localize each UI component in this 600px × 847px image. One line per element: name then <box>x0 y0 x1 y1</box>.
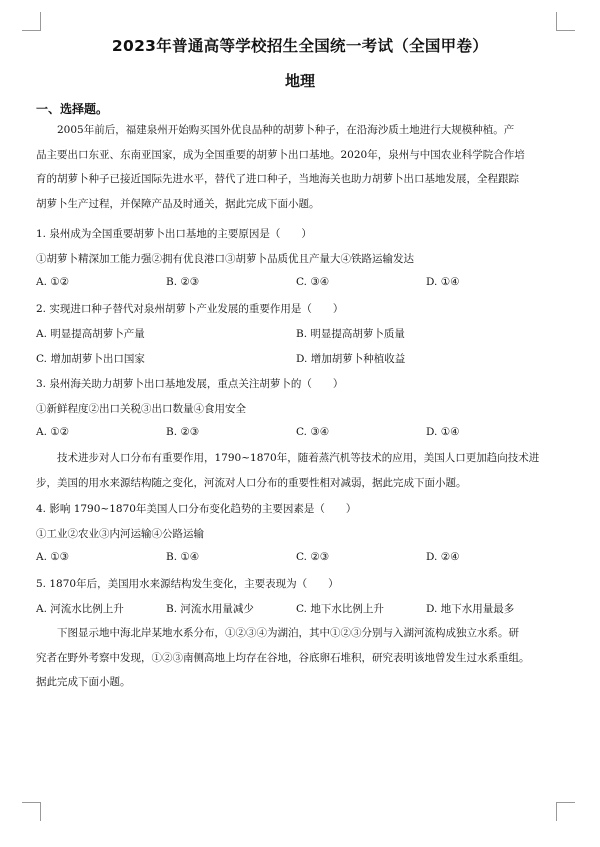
question-1-stem: 1. 泉州成为全国重要胡萝卜出口基地的主要原因是（ ） <box>36 228 312 240</box>
question-2-options-row2 <box>36 351 564 365</box>
question-3-options <box>36 426 564 440</box>
option-d[interactable]: D. 地下水用量最多 <box>426 603 515 615</box>
corner-mark-bottom-left <box>22 802 41 821</box>
question-5-stem: 5. 1870年后，美国用水来源结构发生变化，主要表现为（ ） <box>36 578 339 590</box>
passage-line: 胡萝卜生产过程，并保障产品及时通关，据此完成下面小题。 <box>36 197 320 210</box>
option-a[interactable]: A. ①② <box>36 426 70 438</box>
passage-line: 品主要出口东亚、东南亚国家，成为全国重要的胡萝卜出口基地。2020年，泉州与中国农业科学院合作培 <box>36 148 525 161</box>
option-b[interactable]: B. 明显提高胡萝卜质量 <box>296 328 405 340</box>
option-b[interactable]: B. ②③ <box>166 426 200 438</box>
option-c[interactable]: C. ②③ <box>296 551 330 563</box>
question-3-stem: 3. 泉州海关助力胡萝卜出口基地发展，重点关注胡萝卜的（ ） <box>36 378 344 390</box>
option-b[interactable]: B. 河流水用量减少 <box>166 603 254 615</box>
question-1-options <box>36 276 564 290</box>
question-3-items: ①新鲜程度②出口关税③出口数量④食用安全 <box>36 403 246 415</box>
corner-mark-top-left <box>22 12 41 31</box>
passage-2 <box>36 446 564 495</box>
option-c[interactable]: C. 地下水比例上升 <box>296 603 384 615</box>
passage-line: 步，美国的用水来源结构随之变化，河流对人口分布的重要性相对减弱，据此完成下面小题。 <box>36 476 467 489</box>
question-2-stem: 2. 实现进口种子替代对泉州胡萝卜产业发展的重要作用是（ ） <box>36 303 344 315</box>
option-b[interactable]: B. ②③ <box>166 276 200 288</box>
section-heading: 一、选择题。 <box>36 102 109 116</box>
question-4-options <box>36 551 564 565</box>
option-c[interactable]: C. ③④ <box>296 276 330 288</box>
option-a[interactable]: A. ①② <box>36 276 70 288</box>
exam-title: 2023年普通高等学校招生全国统一考试（全国甲卷） <box>111 37 489 55</box>
option-d[interactable]: D. ①④ <box>426 276 460 288</box>
option-a[interactable]: A. ①③ <box>36 551 70 563</box>
corner-mark-top-right <box>556 12 575 31</box>
question-5-options <box>36 601 564 615</box>
passage-line: 究者在野外考察中发现，①②③南侧高地上均存在谷地，谷底卵石堆积，研究表明该地曾发生过水系重组。 <box>36 651 530 664</box>
passage-line: 下图显示地中海北岸某地水系分布，①②③④为湖泊，其中①②③分别与入湖河流构成独立水系。研 <box>57 627 519 639</box>
subject-title: 地理 <box>284 72 315 90</box>
passage-line: 育的胡萝卜种子已接近国际先进水平，替代了进口种子，当地海关也助力胡萝卜出口基地发展，全程跟踪 <box>36 173 519 186</box>
question-1-items: ①胡萝卜精深加工能力强②拥有优良港口③胡萝卜品质优且产量大④铁路运输发达 <box>36 253 414 265</box>
option-d[interactable]: D. 增加胡萝卜种植收益 <box>296 353 406 365</box>
option-a[interactable]: A. 明显提高胡萝卜产量 <box>36 328 145 340</box>
question-4-items: ①工业②农业③内河运输④公路运输 <box>36 528 204 540</box>
option-c[interactable]: C. 增加胡萝卜出口国家 <box>36 353 145 365</box>
question-4-stem: 4. 影响 1790~1870年美国人口分布变化趋势的主要因素是（ ） <box>36 503 357 515</box>
question-2-options-row1 <box>36 326 564 340</box>
passage-3 <box>36 621 564 695</box>
passage-line: 技术进步对人口分布有重要作用，1790~1870年，随着蒸汽机等技术的应用，美国人口更加趋向技术进 <box>57 452 540 464</box>
option-c[interactable]: C. ③④ <box>296 426 330 438</box>
option-a[interactable]: A. 河流水比例上升 <box>36 603 124 615</box>
passage-1 <box>36 118 564 216</box>
option-d[interactable]: D. ①④ <box>426 426 460 438</box>
option-d[interactable]: D. ②④ <box>426 551 460 563</box>
corner-mark-bottom-right <box>556 802 575 821</box>
option-b[interactable]: B. ①④ <box>166 551 200 563</box>
passage-line: 2005年前后，福建泉州开始购买国外优良品种的胡萝卜种子，在沿海沙质土地进行大规模种植。产 <box>57 124 515 136</box>
passage-line: 据此完成下面小题。 <box>36 676 131 689</box>
